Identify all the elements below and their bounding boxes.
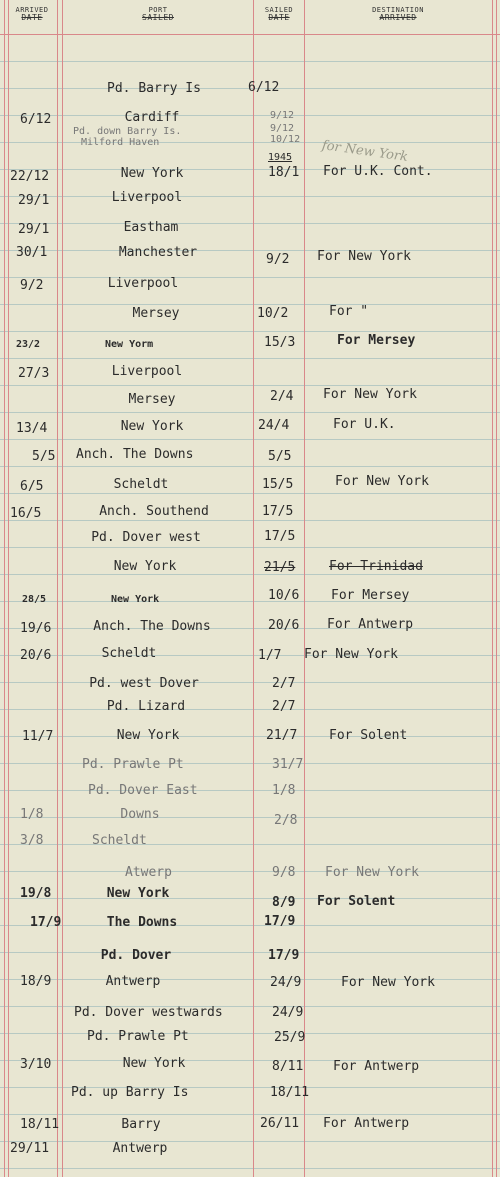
ruled-line (253, 0, 254, 1177)
port-cell: Eastham (123, 220, 179, 235)
sailed-cell: 15/3 (264, 335, 296, 350)
port-cell: New York (120, 419, 184, 434)
port-cell: Pd. Dover (100, 948, 172, 963)
port-cell: New Yorm (105, 339, 154, 350)
sailed-cell: 24/4 (258, 418, 290, 433)
port-cell: Anch. Southend (99, 504, 209, 519)
header-arrived-line1: ARRIVED (15, 6, 49, 14)
arrived-cell: 11/7 (22, 729, 54, 744)
arrived-cell: 23/2 (16, 339, 41, 350)
port-cell: Atwerp (125, 865, 172, 880)
destination-cell: For Mersey (337, 333, 416, 348)
arrived-cell: 18/9 (20, 974, 52, 989)
sailed-cell: 18/1 (268, 165, 300, 180)
arrived-cell: 6/12 (20, 112, 52, 127)
arrived-cell: 27/3 (18, 366, 50, 381)
destination-cell: For New York (325, 865, 419, 880)
arrived-cell: 29/1 (18, 193, 50, 208)
header-rule (0, 34, 500, 35)
sailed-cell: 21/5 (264, 560, 296, 575)
arrived-cell: 5/5 (32, 449, 56, 464)
ruled-line (304, 0, 305, 1177)
arrived-cell: 19/6 (20, 621, 52, 636)
sailed-cell: 10/6 (268, 588, 300, 603)
sailed-cell: 2/7 (272, 676, 296, 691)
header-sailed-line1: SAILED (264, 6, 294, 14)
port-cell: New York (113, 559, 177, 574)
port-cell: Liverpool (111, 364, 183, 379)
sailed-cell: 6/12 (248, 80, 280, 95)
sailed-cell: 1/8 (272, 783, 296, 798)
sailed-cell: 15/5 (262, 477, 294, 492)
port-cell: Pd. west Dover (89, 676, 199, 691)
destination-cell: For Solent (329, 728, 408, 743)
port-cell: Pd. Prawle Pt (82, 757, 184, 772)
destination-cell: For U.K. (333, 417, 396, 432)
port-cell: Manchester (118, 245, 198, 260)
port-cell: Scheldt (101, 646, 157, 661)
port-cell: Mersey (132, 306, 180, 321)
sailed-cell: 10/2 (257, 306, 289, 321)
sailed-cell: 26/11 (260, 1116, 300, 1131)
sailed-cell: 9/12 (270, 123, 295, 134)
arrived-cell: 16/5 (10, 506, 42, 521)
port-cell: Pd. Dover East (88, 783, 198, 798)
port-cell: Anch. The Downs (76, 447, 194, 462)
port-cell: Antwerp (105, 974, 161, 989)
sailed-cell: 24/9 (272, 1005, 304, 1020)
arrived-cell: 18/11 (20, 1117, 60, 1132)
arrived-cell: 9/2 (20, 278, 44, 293)
port-cell: New York (106, 886, 170, 901)
header-port (66, 6, 250, 22)
port-cell: The Downs (106, 915, 178, 930)
arrived-cell: 20/6 (20, 648, 52, 663)
sailed-year: 1945 (268, 152, 293, 163)
sailed-cell: 10/12 (270, 134, 301, 145)
sailed-cell: 8/11 (272, 1059, 304, 1074)
destination-cell: For Mersey (331, 588, 410, 603)
port-cell: Liverpool (111, 190, 183, 205)
sailed-cell: 17/9 (264, 914, 296, 929)
port-cell: Downs (120, 807, 160, 822)
destination-cell: For New York (323, 387, 417, 402)
arrived-cell: 3/8 (20, 833, 44, 848)
header-destination-line1: DESTINATION (372, 6, 424, 14)
sailed-cell: 2/4 (270, 389, 294, 404)
port-cell: Scheldt (92, 833, 147, 848)
port-cell: Pd. Dover westwards (74, 1005, 223, 1020)
header-destination (308, 6, 488, 22)
arrived-cell: 19/8 (20, 886, 52, 901)
ruled-line (57, 0, 58, 1177)
sailed-cell: 17/5 (264, 529, 296, 544)
destination-cell: For Antwerp (333, 1059, 420, 1074)
sailed-cell: 9/12 (270, 110, 295, 121)
sailed-cell: 20/6 (268, 618, 300, 633)
port-cell: Anch. The Downs (93, 619, 211, 634)
sailed-cell: 9/8 (272, 865, 296, 880)
destination-cell: For New York (304, 647, 398, 662)
sailed-cell: 17/5 (262, 504, 294, 519)
destination-cell: For New York (317, 249, 411, 264)
port-cell: Pd. Lizard (106, 699, 186, 714)
sailed-cell: 25/9 (274, 1030, 306, 1045)
port-cell: New York (120, 166, 184, 181)
destination-cell: For Trinidad (329, 559, 423, 574)
port-cell: Pd. Prawle Pt (87, 1029, 189, 1044)
sailed-cell: 9/2 (266, 252, 290, 267)
port-cell: Pd. Dover west (91, 530, 201, 545)
sailed-cell: 17/9 (268, 948, 300, 963)
destination-cell: For New York (341, 975, 435, 990)
sailed-cell: 21/7 (266, 728, 298, 743)
header-arrived-line2: DATE (21, 13, 43, 22)
arrived-cell: 1/8 (20, 807, 44, 822)
handwritten-note: for New York (320, 138, 409, 165)
port-cell: Pd. up Barry Is (71, 1085, 189, 1100)
header-destination-line2: ARRIVED (379, 13, 417, 22)
header-port-line2: SAILED (142, 13, 174, 22)
sailed-cell: 5/5 (268, 449, 292, 464)
sailed-cell: 31/7 (272, 757, 304, 772)
arrived-cell: 30/1 (16, 245, 48, 260)
arrived-cell: 29/11 (10, 1141, 50, 1156)
arrived-cell: 22/12 (10, 169, 50, 184)
destination-cell: For New York (335, 474, 429, 489)
arrived-cell: 6/5 (20, 479, 44, 494)
port-cell: New York (116, 728, 180, 743)
destination-cell: For Solent (317, 894, 396, 909)
destination-cell: For U.K. Cont. (323, 164, 433, 179)
ruled-line (492, 0, 497, 1177)
port-cell: Liverpool (107, 276, 179, 291)
port-cell: Antwerp (112, 1141, 168, 1156)
sailed-cell: 1/7 (258, 648, 282, 663)
arrived-cell: 13/4 (16, 421, 48, 436)
destination-cell: For Antwerp (327, 617, 414, 632)
arrived-cell: 17/9 (30, 915, 62, 930)
sailed-cell: 24/9 (270, 975, 302, 990)
port-cell: New York (122, 1056, 186, 1071)
header-port-line1: PORT (148, 6, 168, 14)
port-cell: Barry (121, 1117, 161, 1132)
port-cell: Cardiff (124, 110, 180, 125)
arrived-cell: 28/5 (22, 594, 47, 605)
port-cell: Scheldt (113, 477, 169, 492)
destination-cell: For Antwerp (323, 1116, 410, 1131)
port-cell: Mersey (128, 392, 176, 407)
destination-cell: For " (329, 304, 369, 319)
sailed-cell: 2/8 (274, 813, 298, 828)
sailed-cell: 8/9 (272, 895, 296, 910)
port-cell: Pd. Barry Is (107, 81, 201, 96)
ruled-line (4, 0, 9, 1177)
sailed-cell: 2/7 (272, 699, 296, 714)
arrived-cell: 3/10 (20, 1057, 52, 1072)
arrived-cell: 29/1 (18, 222, 50, 237)
port-cell: Milford Haven (81, 137, 160, 148)
port-cell: New York (111, 594, 160, 605)
header-sailed-line2: DATE (268, 13, 290, 22)
header-arrived (8, 6, 56, 22)
header-sailed (256, 6, 302, 22)
sailed-cell: 18/11 (270, 1085, 310, 1100)
port-cell: Pd. down Barry Is. (73, 126, 182, 137)
